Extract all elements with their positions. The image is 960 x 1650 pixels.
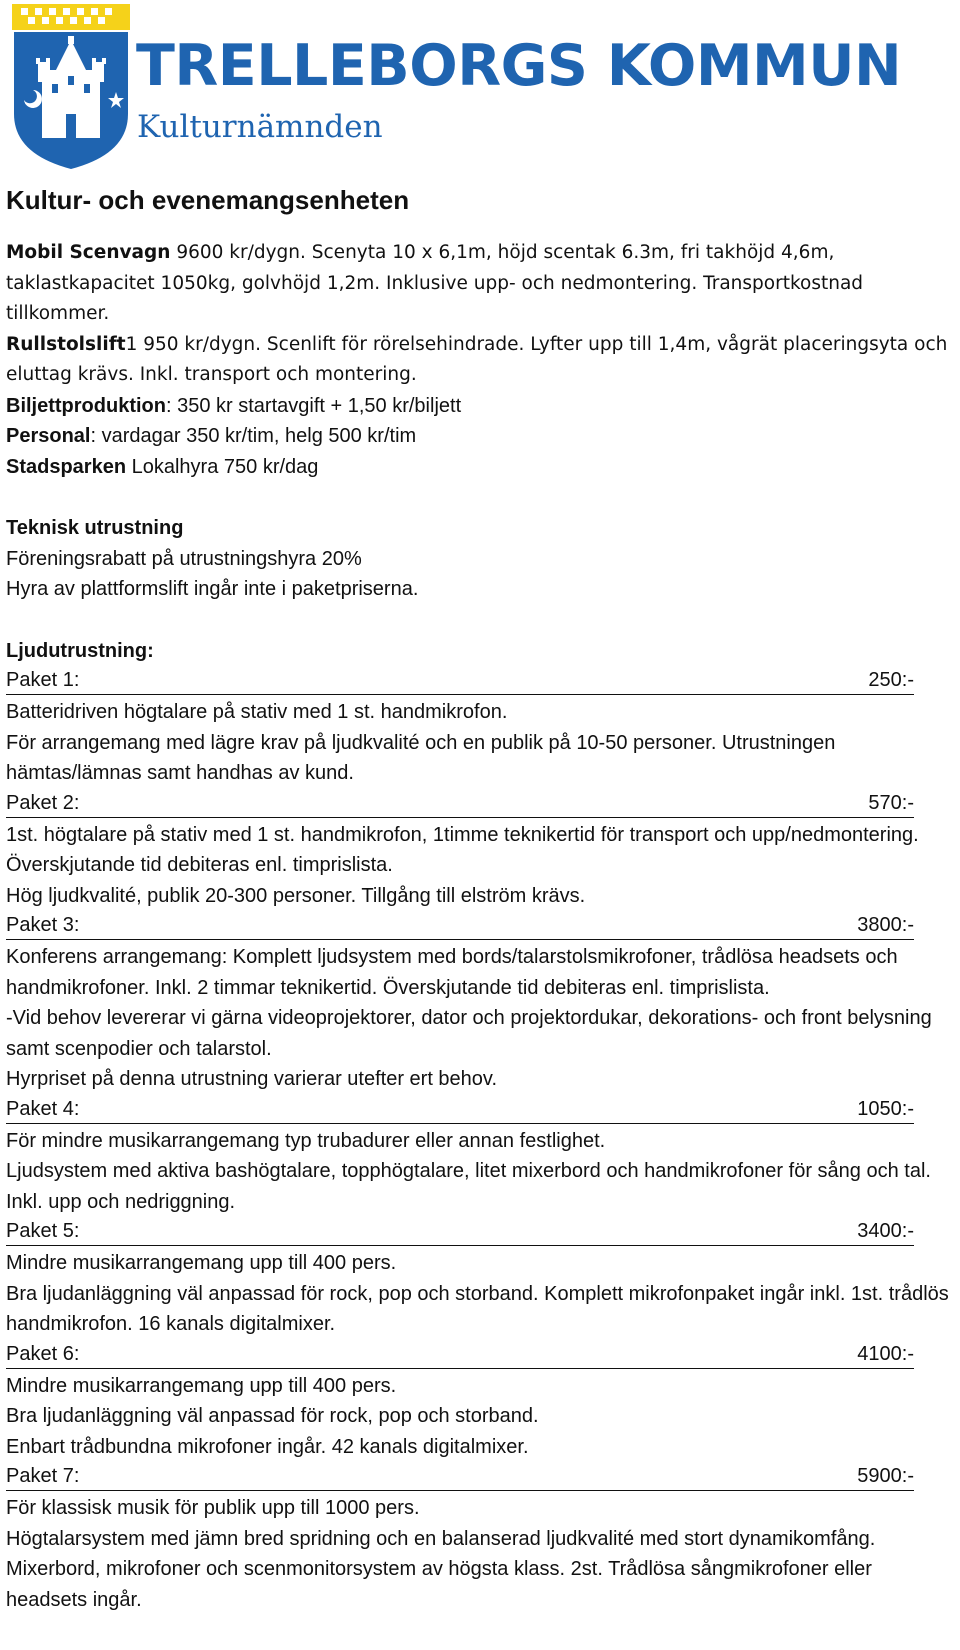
- package-price: 1050:-: [857, 1097, 914, 1120]
- package-header: [6, 1462, 914, 1491]
- package-2: [6, 789, 951, 912]
- intro-text: Lokalhyra 750 kr/dag: [126, 455, 319, 478]
- price-intro: [6, 238, 951, 482]
- intro-label: Mobil Scenvagn: [6, 242, 171, 263]
- letterhead: [0, 0, 960, 180]
- package-6: [6, 1340, 951, 1463]
- package-price: 4100:-: [857, 1342, 914, 1365]
- package-desc: 1st. högtalare på stativ med 1 st. handmikrofon, 1timme teknikertid för transport och upp/nedmontering. Överskjutande tid debiteras enl. timprislista.: [6, 823, 919, 876]
- intro-label: Stadsparken: [6, 455, 127, 478]
- package-4: [6, 1095, 951, 1218]
- technical-line: Hyra av plattformslift ingår inte i paketpriserna.: [6, 578, 419, 600]
- package-desc: Mindre musikarrangemang upp till 400 pers.: [6, 1252, 397, 1274]
- package-header: [6, 911, 914, 940]
- package-name: Paket 7:: [6, 1465, 80, 1487]
- package-name: Paket 2:: [6, 791, 80, 814]
- package-header: [6, 1217, 914, 1246]
- package-desc: Ljudsystem med aktiva bashögtalare, topphögtalare, litet mixerbord och handmikrofoner för sång och tal. Inkl. upp och nedriggning.: [6, 1160, 931, 1213]
- page-title: Kultur- och evenemangsenheten: [6, 185, 410, 215]
- package-name: Paket 4:: [6, 1097, 80, 1120]
- intro-item: [6, 238, 951, 330]
- package-desc: Batteridriven högtalare på stativ med 1 st. handmikrofon.: [6, 701, 508, 723]
- package-desc: För klassisk musik för publik upp till 1000 pers.: [6, 1497, 420, 1519]
- intro-label: Biljettproduktion: [6, 394, 166, 417]
- package-name: Paket 3:: [6, 914, 80, 936]
- package-price: 570:-: [868, 791, 914, 814]
- technical-line: Föreningsrabatt på utrustningshyra 20%: [6, 547, 362, 570]
- package-header: [6, 666, 914, 695]
- intro-text: 1 950 kr/dygn. Scenlift för rörelsehindrade. Lyfter upp till 1,4m, vågrät placeringsyta och eluttag krävs. Inkl. transport och montering.: [6, 333, 948, 385]
- intro-item: [6, 421, 951, 452]
- package-desc: Hög ljudkvalité, publik 20-300 personer. Tillgång till elström krävs.: [6, 884, 586, 907]
- org-name: TRELLEBORGS KOMMUN: [136, 33, 902, 99]
- technical-heading: Teknisk utrustning: [6, 517, 184, 539]
- package-desc: För arrangemang med lägre krav på ljudkvalité och en publik på 10-50 personer. Utrustningen hämtas/lämnas samt handhas av kund.: [6, 731, 836, 784]
- audio-heading: Ljudutrustning:: [6, 639, 154, 662]
- department-name: Kulturnämnden: [137, 109, 383, 145]
- intro-text: : 350 kr startavgift + 1,50 kr/biljett: [165, 394, 462, 417]
- package-price: 3400:-: [857, 1220, 914, 1242]
- municipal-crest-icon: [12, 4, 130, 170]
- package-name: Paket 6:: [6, 1342, 80, 1365]
- package-price: 250:-: [868, 669, 914, 691]
- package-7: [6, 1462, 951, 1615]
- intro-item: [6, 452, 951, 483]
- intro-item: [6, 330, 951, 391]
- package-header: [6, 1340, 914, 1369]
- intro-label: Personal: [6, 425, 91, 447]
- package-header: [6, 1095, 914, 1124]
- intro-label: Rullstolslift: [6, 333, 126, 355]
- package-desc: Mindre musikarrangemang upp till 400 pers.: [6, 1374, 397, 1397]
- intro-text: 9600 kr/dygn. Scenyta 10 x 6,1m, höjd scentak 6.3m, fri takhöjd 4,6m, taklastkapacitet 1050kg, golvhöjd 1,2m. Inklusive upp- och nedmontering. Transportkostnad tillkommer.: [6, 242, 864, 324]
- package-price: 3800:-: [857, 914, 914, 936]
- package-1: [6, 666, 951, 789]
- package-header: [6, 789, 914, 818]
- package-3: [6, 911, 951, 1095]
- package-name: Paket 1:: [6, 669, 80, 691]
- package-desc: Bra ljudanläggning väl anpassad för rock, pop och storband. Komplett mikrofonpaket ingår inkl. 1st. trådlös handmikrofon. 16 kanals digitalmixer.: [6, 1282, 949, 1335]
- package-price: 5900:-: [857, 1465, 914, 1487]
- package-desc: Enbart trådbundna mikrofoner ingår. 42 kanals digitalmixer.: [6, 1435, 529, 1458]
- package-desc: Konferens arrangemang: Komplett ljudsystem med bords/talarstolsmikrofoner, trådlösa headsets och handmikrofoner. Inkl. 2 timmar teknikertid. Överskjutande tid debiteras enl. timprislista.: [6, 946, 898, 999]
- intro-text: : vardagar 350 kr/tim, helg 500 kr/tim: [90, 425, 417, 447]
- package-5: [6, 1217, 951, 1340]
- package-desc: För mindre musikarrangemang typ trubadurer eller annan festlighet.: [6, 1129, 606, 1152]
- package-name: Paket 5:: [6, 1220, 80, 1242]
- document-body: [6, 182, 951, 1615]
- package-desc: Högtalarsystem med jämn bred spridning och en balanserad ljudkvalité med stort dynamikomfång. Mixerbord, mikrofoner och scenmonitorsystem av högsta klass. 2st. Trådlösa sångmikrofoner eller headsets ingår.: [6, 1527, 876, 1611]
- package-desc: -Vid behov levererar vi gärna videoprojektorer, dator och projektordukar, dekorations- och front belysning samt scenpodier och talarstol.: [6, 1007, 932, 1060]
- package-desc: Bra ljudanläggning väl anpassad för rock, pop och storband.: [6, 1405, 539, 1427]
- intro-item: [6, 391, 951, 422]
- package-desc: Hyrpriset på denna utrustning varierar utefter ert behov.: [6, 1068, 497, 1090]
